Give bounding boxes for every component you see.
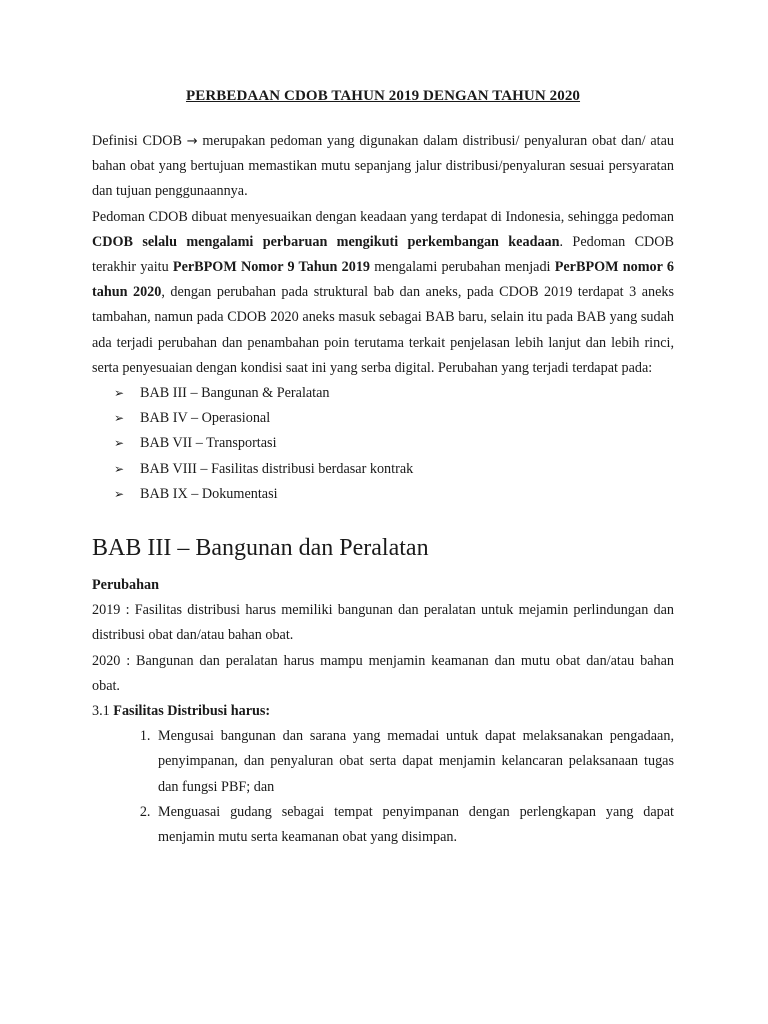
section-3-1-list [92, 724, 674, 850]
definisi-start: Definisi CDOB [92, 133, 182, 149]
list-item: 1. Mengusai bangunan dan sarana yang memadai untuk dapat melaksanakan pengadaan, penyimpanan, dan penyaluran obat serta dapat menjamin kelancaran pelaksanaan tugas dan fungsi PBF; dan [154, 724, 674, 800]
p2-bold-2: PerBPOM Nomor 9 Tahun 2019 [172, 259, 371, 276]
definisi-paragraph [92, 129, 674, 205]
p2-bold-3: PerBPOM nomor 6 tahun 2020 [92, 259, 674, 301]
pedoman-paragraph [92, 205, 674, 381]
list-item: 2. Menguasai gudang sebagai tempat penyimpanan dengan perlengkapan yang dapat menjamin mutu serta keamanan obat yang disimpan. [154, 800, 674, 850]
list-item: ➢ BAB IV – Operasional [114, 406, 674, 431]
list-item: ➢ BAB III – Bangunan & Peralatan [114, 381, 674, 406]
document-title: PERBEDAAN CDOB TAHUN 2019 DENGAN TAHUN 2020 [185, 88, 581, 104]
p2-text-c: mengalami perubahan menjadi [370, 259, 555, 276]
perubahan-label: Perubahan [92, 577, 160, 594]
list-item: ➢ BAB VIII – Fasilitas distribusi berdasar kontrak [114, 457, 674, 482]
p2-text-b: . Pedoman CDOB terakhir yaitu [92, 233, 674, 276]
chevron-right-icon: ➢ [114, 461, 125, 476]
perubahan-2020: 2020 : Bangunan dan peralatan harus mampu menjamin keamanan dan mutu obat dan/atau bahan obat. [92, 652, 674, 694]
perubahan-2019: 2019 : Fasilitas distribusi harus memiliki bangunan dan peralatan untuk mejamin perlindungan dan distribusi obat dan/atau bahan obat. [92, 602, 674, 644]
p2-text-a: Pedoman CDOB dibuat menyesuaikan dengan keadaan yang terdapat di Indonesia, sehingga pedoman [92, 208, 674, 225]
chevron-right-icon: ➢ [114, 486, 125, 501]
chevron-right-icon: ➢ [114, 411, 125, 426]
p2-bold-1: CDOB selalu mengalami perbaruan mengikuti perkembangan keadaan [92, 233, 560, 250]
section-3-1-number: 3.1 [92, 703, 114, 720]
p2-text-d: , dengan perubahan pada struktural bab dan aneks, pada CDOB 2019 terdapat 3 aneks tambahan, namun pada CDOB 2020 aneks masuk sebagai BAB baru, selain itu pada BAB yang sudah ada terjadi perubahan dan penambahan poin terutama terkait penjelasan lebih lanjut dan lebih rinci, serta penyesuaian dengan kondisi saat ini yang serba digital. Perubahan yang terjadi terdapat pada: [92, 284, 674, 376]
chevron-right-icon: ➢ [114, 386, 125, 401]
section-3-1-label: Fasilitas Distribusi harus: [113, 703, 271, 720]
right-arrow-icon: → [186, 134, 198, 149]
document-page [92, 88, 674, 850]
list-item: ➢ BAB VII – Transportasi [114, 431, 674, 456]
list-item: ➢ BAB IX – Dokumentasi [114, 482, 674, 507]
bab-change-list [92, 381, 674, 507]
chevron-right-icon: ➢ [114, 436, 125, 451]
bab3-heading: BAB III – Bangunan dan Peralatan [92, 535, 429, 562]
definisi-rest: merupakan pedoman yang digunakan dalam distribusi/ penyaluran obat dan/ atau bahan obat yang bertujuan memastikan mutu sepanjang jalur distribusi/penyaluran sesuai persyaratan dan tujuan penggunaannya. [92, 133, 675, 200]
section-3-1 [92, 699, 674, 724]
